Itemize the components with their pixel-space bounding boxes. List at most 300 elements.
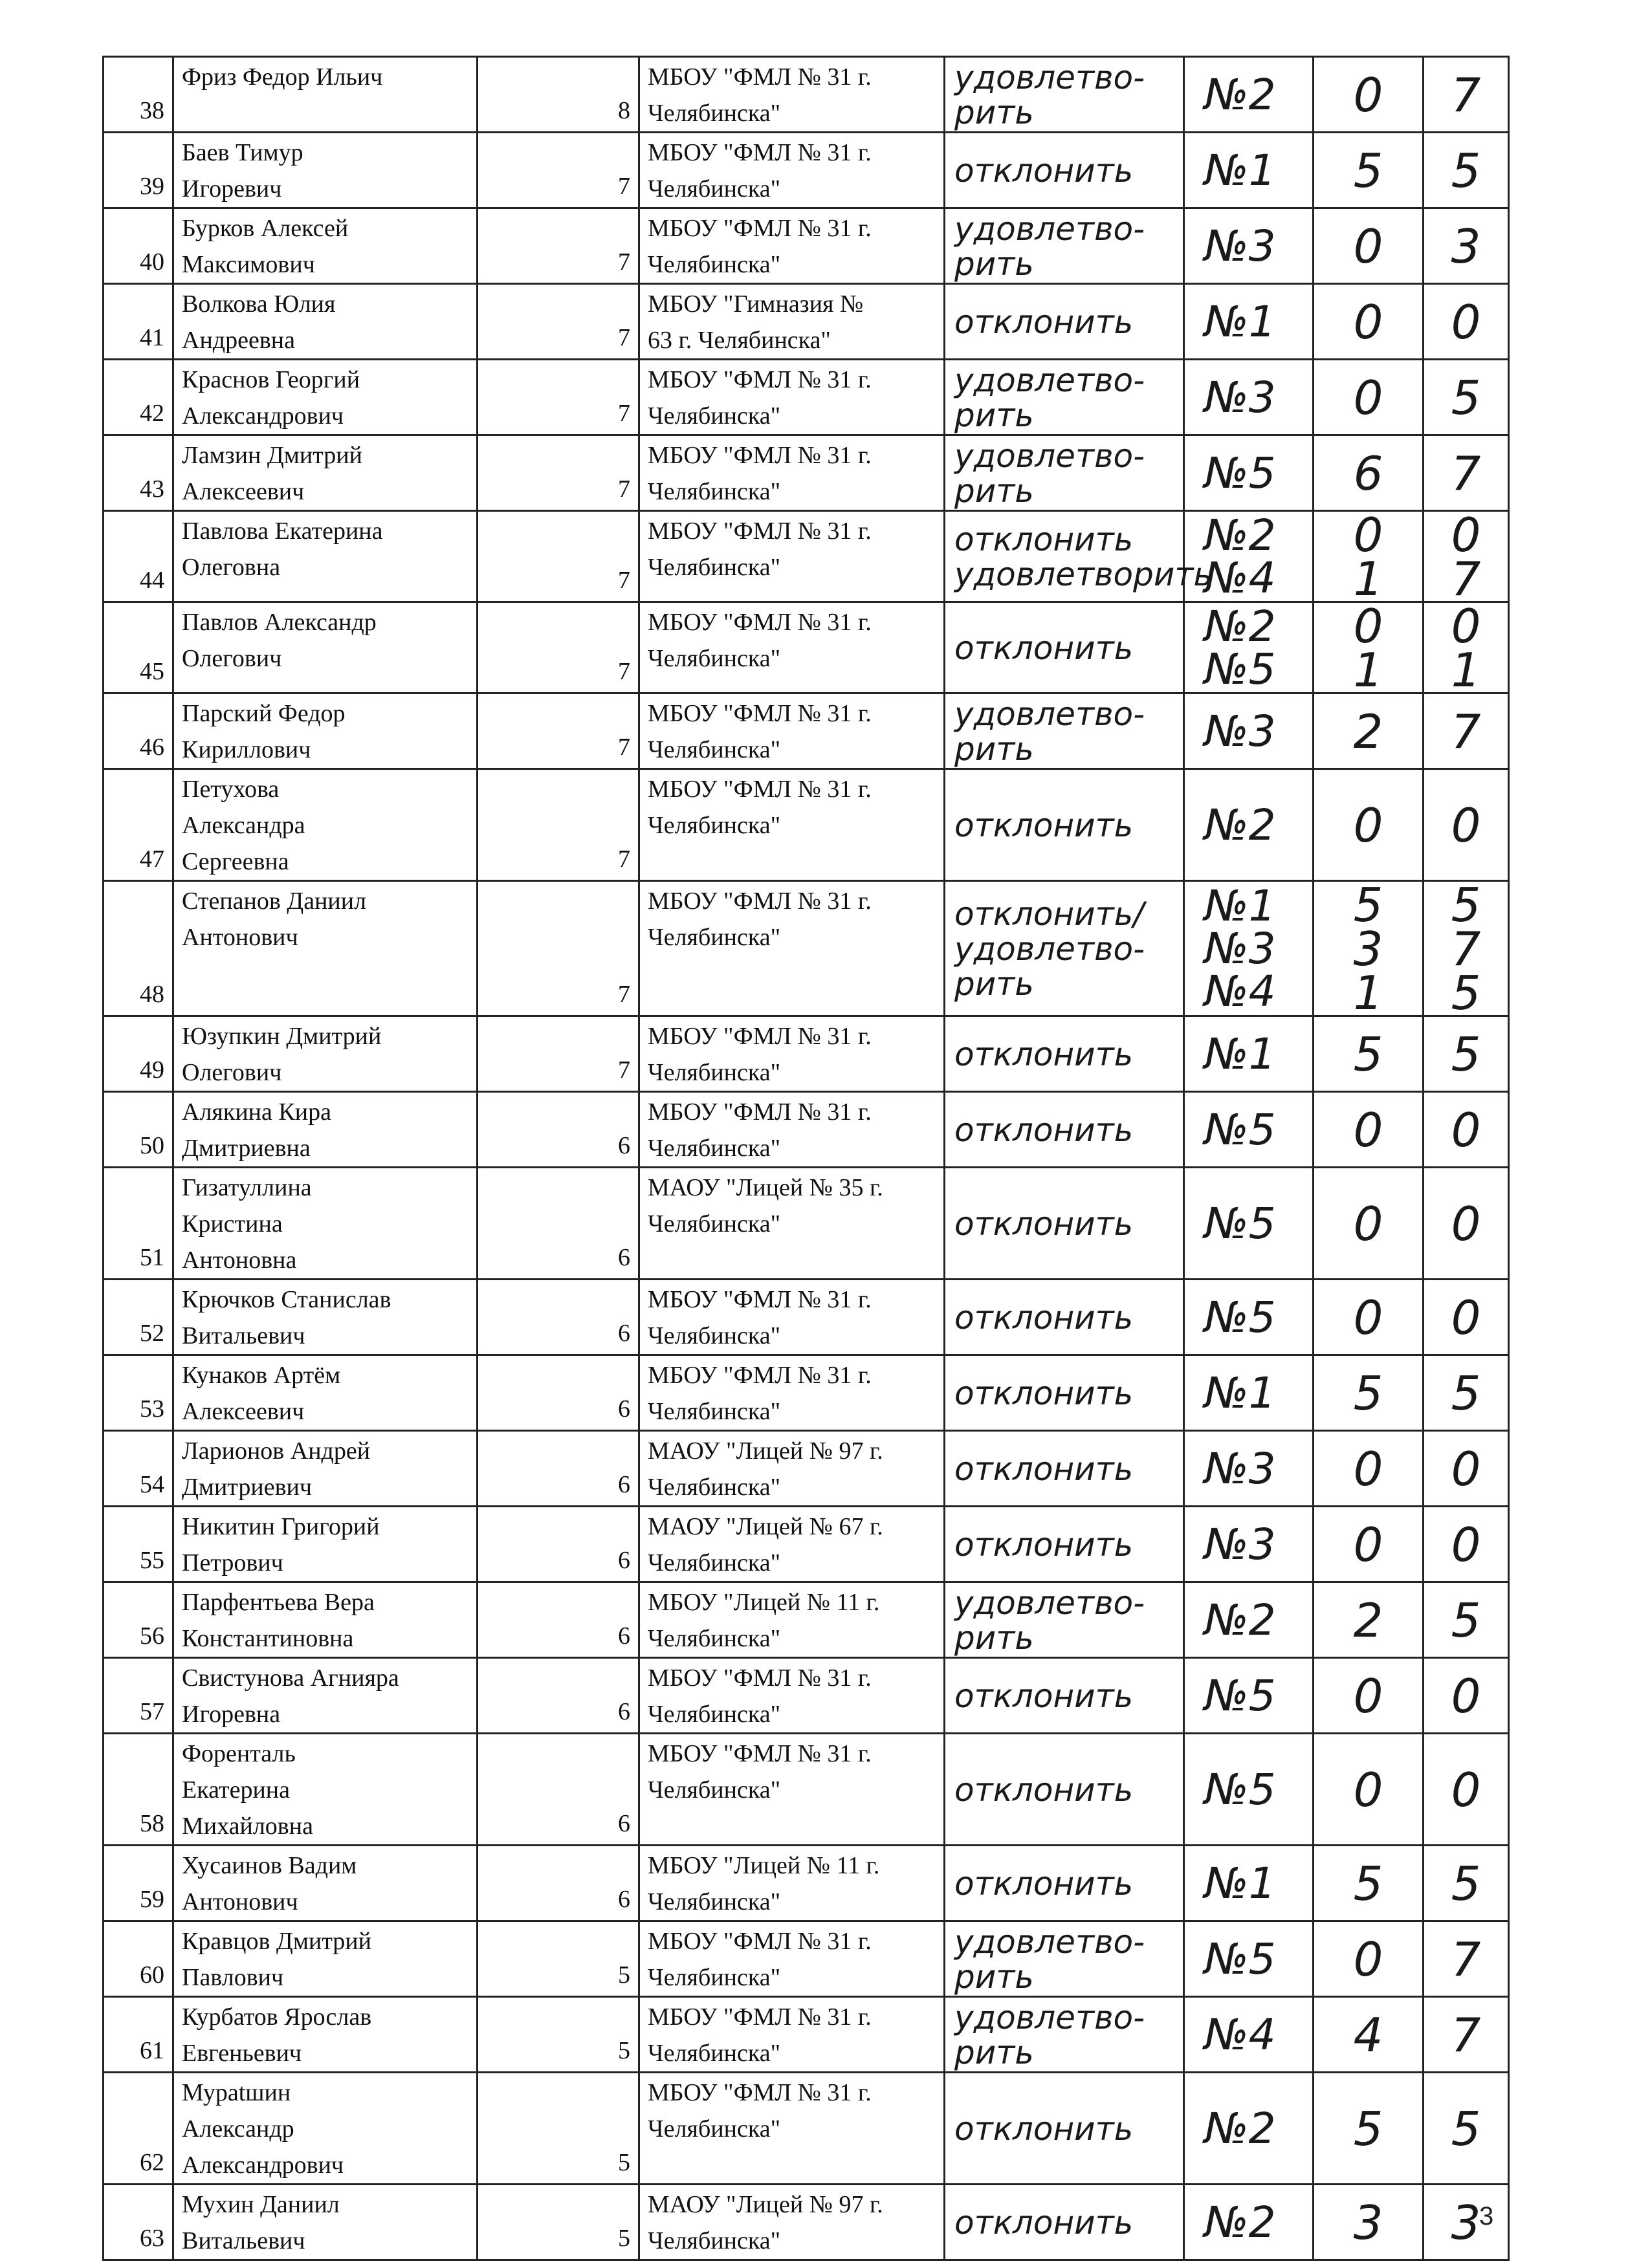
school-line: Челябинска" bbox=[648, 1210, 781, 1238]
school-line: МБОУ "ФМЛ № 31 г. bbox=[648, 700, 872, 727]
grade: 6 bbox=[478, 1431, 639, 1507]
table-row bbox=[104, 693, 1509, 769]
task-number: №3 bbox=[1184, 360, 1314, 435]
participant-name-line: Кравцов Дмитрий bbox=[182, 1928, 371, 1955]
school bbox=[639, 2073, 945, 2185]
school-line: МБОУ "ФМЛ № 31 г. bbox=[648, 139, 872, 166]
grade: 7 bbox=[478, 693, 639, 769]
school bbox=[639, 1507, 945, 1582]
grade: 7 bbox=[478, 1016, 639, 1092]
school-line: МАОУ "Лицей № 67 г. bbox=[648, 1513, 883, 1540]
appeal-decision: удовлетво- рить bbox=[945, 1921, 1184, 1997]
score-after: 0 bbox=[1424, 1431, 1509, 1507]
table-row bbox=[104, 208, 1509, 284]
table-row bbox=[104, 2185, 1509, 2260]
score-after: 5 bbox=[1424, 1582, 1509, 1658]
school bbox=[639, 1582, 945, 1658]
participant-name bbox=[173, 1582, 478, 1658]
table-row bbox=[104, 881, 1509, 1016]
participant-name-line: Баев Тимур bbox=[182, 139, 303, 166]
participant-name-line: Краснов Георгий bbox=[182, 366, 360, 393]
grade: 7 bbox=[478, 435, 639, 511]
school-line: Челябинска" bbox=[648, 554, 781, 581]
score-after: 5 bbox=[1424, 133, 1509, 208]
score-before: 5 bbox=[1314, 2073, 1424, 2185]
school-line: Челябинска" bbox=[648, 1398, 781, 1425]
row-number: 61 bbox=[104, 1997, 173, 2073]
score-before: 2 bbox=[1314, 1582, 1424, 1658]
school bbox=[639, 1658, 945, 1734]
participant-name-line: Витальевич bbox=[182, 2227, 305, 2254]
school-line: МБОУ "ФМЛ № 31 г. bbox=[648, 442, 872, 469]
task-number: №4 bbox=[1184, 1997, 1314, 2073]
appeal-decision: отклонить/ удовлетво- рить bbox=[945, 881, 1184, 1016]
school-line: МБОУ "ФМЛ № 31 г. bbox=[648, 2003, 872, 2031]
table-row bbox=[104, 1582, 1509, 1658]
score-after: 0 bbox=[1424, 1507, 1509, 1582]
participant-name-line: Крючков Станислав bbox=[182, 1286, 391, 1313]
row-number: 56 bbox=[104, 1582, 173, 1658]
school bbox=[639, 1997, 945, 2073]
task-number: №2 bbox=[1184, 2185, 1314, 2260]
appeal-decision: отклонить bbox=[945, 1431, 1184, 1507]
row-number: 62 bbox=[104, 2073, 173, 2185]
task-number: №1 bbox=[1184, 1016, 1314, 1092]
school-line: Челябинска" bbox=[648, 2115, 781, 2143]
participant-name-line: Олегович bbox=[182, 645, 282, 672]
table-row bbox=[104, 1168, 1509, 1280]
participant-name-line: Кунаков Артём bbox=[182, 1362, 341, 1389]
school-line: МБОУ "ФМЛ № 31 г. bbox=[648, 1928, 872, 1955]
row-number: 55 bbox=[104, 1507, 173, 1582]
school bbox=[639, 1921, 945, 1997]
score-before: 0 bbox=[1314, 208, 1424, 284]
task-number: №1 bbox=[1184, 1846, 1314, 1921]
participant-name-line: Андреевна bbox=[182, 327, 295, 354]
grade: 6 bbox=[478, 1734, 639, 1846]
participant-name bbox=[173, 693, 478, 769]
school-line: Челябинска" bbox=[648, 402, 781, 430]
participant-name-line: Хусаинов Вадим bbox=[182, 1852, 357, 1879]
score-before: 0 1 bbox=[1314, 602, 1424, 693]
task-number: №5 bbox=[1184, 1092, 1314, 1168]
school bbox=[639, 602, 945, 693]
score-after: 3 bbox=[1424, 2185, 1509, 2260]
score-before: 5 bbox=[1314, 1355, 1424, 1431]
grade: 7 bbox=[478, 208, 639, 284]
participant-name-line: Витальевич bbox=[182, 1322, 305, 1349]
appeal-decision: удовлетво- рить bbox=[945, 693, 1184, 769]
school-line: Челябинска" bbox=[648, 736, 781, 763]
participant-name bbox=[173, 2185, 478, 2260]
score-after: 5 bbox=[1424, 1355, 1509, 1431]
task-number: №2 №5 bbox=[1184, 602, 1314, 693]
participant-name bbox=[173, 1997, 478, 2073]
school-line: Челябинска" bbox=[648, 924, 781, 951]
grade: 6 bbox=[478, 1658, 639, 1734]
participant-name-line: Алексеевич bbox=[182, 1398, 305, 1425]
table-row bbox=[104, 57, 1509, 133]
participant-name bbox=[173, 1092, 478, 1168]
participant-name-line: Петрович bbox=[182, 1549, 283, 1576]
grade: 6 bbox=[478, 1507, 639, 1582]
participant-name-line: Парский Федор bbox=[182, 700, 346, 727]
participant-name bbox=[173, 435, 478, 511]
participant-name-line: Форенталь bbox=[182, 1740, 296, 1767]
appeal-decision: отклонить bbox=[945, 1734, 1184, 1846]
participant-name-line: Свистунова Агнияра bbox=[182, 1664, 399, 1692]
school-line: МБОУ "Гимназия № bbox=[648, 290, 864, 318]
score-after: 5 7 5 bbox=[1424, 881, 1509, 1016]
score-before: 0 bbox=[1314, 1734, 1424, 1846]
school bbox=[639, 769, 945, 881]
score-before: 5 bbox=[1314, 1016, 1424, 1092]
participant-name-line: Михайловна bbox=[182, 1813, 313, 1840]
grade: 6 bbox=[478, 1846, 639, 1921]
school bbox=[639, 1016, 945, 1092]
participant-name-line: Александра bbox=[182, 812, 305, 839]
grade: 5 bbox=[478, 2185, 639, 2260]
participant-name bbox=[173, 1507, 478, 1582]
participant-name-line: Антонович bbox=[182, 924, 298, 951]
score-before: 0 bbox=[1314, 1921, 1424, 1997]
score-after: 5 bbox=[1424, 360, 1509, 435]
score-before: 0 bbox=[1314, 360, 1424, 435]
appeal-decision: удовлетво- рить bbox=[945, 435, 1184, 511]
participant-name-line: Антонович bbox=[182, 1888, 298, 1915]
school-line: МБОУ "ФМЛ № 31 г. bbox=[648, 888, 872, 915]
participant-name bbox=[173, 360, 478, 435]
task-number: №2 №4 bbox=[1184, 511, 1314, 602]
school bbox=[639, 133, 945, 208]
score-after: 7 bbox=[1424, 435, 1509, 511]
participant-name-line: Кириллович bbox=[182, 736, 311, 763]
participant-name-line: Юзупкин Дмитрий bbox=[182, 1023, 382, 1050]
participant-name bbox=[173, 1846, 478, 1921]
score-before: 0 bbox=[1314, 1658, 1424, 1734]
appeal-decision: отклонить bbox=[945, 1280, 1184, 1355]
task-number: №2 bbox=[1184, 769, 1314, 881]
participant-name-line: Игоревич bbox=[182, 175, 282, 202]
score-after: 3 bbox=[1424, 208, 1509, 284]
school bbox=[639, 1846, 945, 1921]
grade: 7 bbox=[478, 602, 639, 693]
appeal-decision: отклонить bbox=[945, 1658, 1184, 1734]
appeals-table bbox=[102, 56, 1510, 2261]
participant-name-line: Павлович bbox=[182, 1964, 284, 1991]
score-after: 7 bbox=[1424, 693, 1509, 769]
score-before: 0 1 bbox=[1314, 511, 1424, 602]
participant-name bbox=[173, 284, 478, 360]
school-line: МАОУ "Лицей № 35 г. bbox=[648, 1174, 883, 1201]
school bbox=[639, 1431, 945, 1507]
participant-name-line: Константиновна bbox=[182, 1625, 354, 1652]
participant-name-line: Александрович bbox=[182, 2152, 344, 2179]
participant-name-line: Александр bbox=[182, 2115, 294, 2143]
grade: 6 bbox=[478, 1355, 639, 1431]
participant-name-line: Мухин Даниил bbox=[182, 2191, 340, 2218]
appeal-decision: удовлетво- рить bbox=[945, 1582, 1184, 1658]
school bbox=[639, 1092, 945, 1168]
score-before: 5 bbox=[1314, 133, 1424, 208]
participant-name-line: Дмитриевич bbox=[182, 1474, 312, 1501]
school-line: МБОУ "Лицей № 11 г. bbox=[648, 1589, 880, 1616]
table-row bbox=[104, 1431, 1509, 1507]
table-row bbox=[104, 1016, 1509, 1092]
grade: 5 bbox=[478, 2073, 639, 2185]
table-row bbox=[104, 1846, 1509, 1921]
grade: 8 bbox=[478, 57, 639, 133]
row-number: 38 bbox=[104, 57, 173, 133]
appeal-decision: отклонить bbox=[945, 284, 1184, 360]
school-line: Челябинска" bbox=[648, 1474, 781, 1501]
score-before: 3 bbox=[1314, 2185, 1424, 2260]
score-after: 0 bbox=[1424, 1280, 1509, 1355]
task-number: №3 bbox=[1184, 693, 1314, 769]
grade: 5 bbox=[478, 1921, 639, 1997]
grade: 7 bbox=[478, 284, 639, 360]
appeal-decision: отклонить bbox=[945, 2073, 1184, 2185]
appeal-decision: удовлетво- рить bbox=[945, 1997, 1184, 2073]
row-number: 45 bbox=[104, 602, 173, 693]
row-number: 53 bbox=[104, 1355, 173, 1431]
score-before: 0 bbox=[1314, 1280, 1424, 1355]
grade: 7 bbox=[478, 769, 639, 881]
participant-name bbox=[173, 1734, 478, 1846]
appeal-decision: отклонить bbox=[945, 602, 1184, 693]
row-number: 47 bbox=[104, 769, 173, 881]
score-before: 0 bbox=[1314, 284, 1424, 360]
appeal-decision: отклонить bbox=[945, 1846, 1184, 1921]
participant-name bbox=[173, 1355, 478, 1431]
school bbox=[639, 511, 945, 602]
participant-name-line: Бурков Алексей bbox=[182, 215, 349, 242]
school bbox=[639, 1168, 945, 1280]
participant-name-line: Волкова Юлия bbox=[182, 290, 336, 318]
school-line: Челябинска" bbox=[648, 1964, 781, 1991]
row-number: 52 bbox=[104, 1280, 173, 1355]
score-after: 7 bbox=[1424, 57, 1509, 133]
participant-name bbox=[173, 1431, 478, 1507]
participant-name bbox=[173, 1168, 478, 1280]
task-number: №3 bbox=[1184, 1507, 1314, 1582]
task-number: №2 bbox=[1184, 1582, 1314, 1658]
school bbox=[639, 208, 945, 284]
row-number: 41 bbox=[104, 284, 173, 360]
participant-name-line: Мураtшин bbox=[182, 2079, 291, 2106]
table-row bbox=[104, 1355, 1509, 1431]
school-line: Челябинска" bbox=[648, 1135, 781, 1162]
table-row bbox=[104, 1921, 1509, 1997]
school-line: Челябинска" bbox=[648, 2040, 781, 2067]
school bbox=[639, 1280, 945, 1355]
grade: 7 bbox=[478, 133, 639, 208]
task-number: №5 bbox=[1184, 435, 1314, 511]
task-number: №2 bbox=[1184, 57, 1314, 133]
school-line: Челябинска" bbox=[648, 645, 781, 672]
school-line: МБОУ "ФМЛ № 31 г. bbox=[648, 1286, 872, 1313]
school-line: МБОУ "ФМЛ № 31 г. bbox=[648, 1362, 872, 1389]
row-number: 60 bbox=[104, 1921, 173, 1997]
row-number: 57 bbox=[104, 1658, 173, 1734]
row-number: 39 bbox=[104, 133, 173, 208]
school-line: МБОУ "ФМЛ № 31 г. bbox=[648, 1098, 872, 1126]
participant-name-line: Екатерина bbox=[182, 1776, 290, 1804]
participant-name-line: Алякина Кира bbox=[182, 1098, 331, 1126]
participant-name bbox=[173, 208, 478, 284]
participant-name-line: Гизатуллина bbox=[182, 1174, 312, 1201]
participant-name bbox=[173, 881, 478, 1016]
table-row bbox=[104, 284, 1509, 360]
row-number: 63 bbox=[104, 2185, 173, 2260]
score-after: 0 bbox=[1424, 1658, 1509, 1734]
appeal-decision: отклонить bbox=[945, 1168, 1184, 1280]
school-line: Челябинска" bbox=[648, 1701, 781, 1728]
participant-name-line: Никитин Григорий bbox=[182, 1513, 380, 1540]
appeal-decision: отклонить bbox=[945, 1092, 1184, 1168]
row-number: 42 bbox=[104, 360, 173, 435]
task-number: №1 bbox=[1184, 133, 1314, 208]
participant-name-line: Парфентьева Вера bbox=[182, 1589, 375, 1616]
appeal-decision: отклонить bbox=[945, 1355, 1184, 1431]
grade: 6 bbox=[478, 1092, 639, 1168]
task-number: №1 bbox=[1184, 1355, 1314, 1431]
school-line: МБОУ "ФМЛ № 31 г. bbox=[648, 609, 872, 636]
school bbox=[639, 435, 945, 511]
school-line: МБОУ "ФМЛ № 31 г. bbox=[648, 1740, 872, 1767]
row-number: 44 bbox=[104, 511, 173, 602]
appeal-decision: отклонить bbox=[945, 1016, 1184, 1092]
row-number: 46 bbox=[104, 693, 173, 769]
grade: 6 bbox=[478, 1168, 639, 1280]
task-number: №2 bbox=[1184, 2073, 1314, 2185]
school-line: МБОУ "ФМЛ № 31 г. bbox=[648, 776, 872, 803]
score-after: 0 bbox=[1424, 769, 1509, 881]
score-after: 0 bbox=[1424, 1092, 1509, 1168]
score-after: 0 1 bbox=[1424, 602, 1509, 693]
appeal-decision: отклонить удовлетворить bbox=[945, 511, 1184, 602]
participant-name bbox=[173, 2073, 478, 2185]
school-line: МБОУ "Лицей № 11 г. bbox=[648, 1852, 880, 1879]
participant-name-line: Степанов Даниил bbox=[182, 888, 367, 915]
score-after: 5 bbox=[1424, 1846, 1509, 1921]
task-number: №3 bbox=[1184, 208, 1314, 284]
participant-name-line: Ларионов Андрей bbox=[182, 1437, 371, 1465]
school-line: МБОУ "ФМЛ № 31 г. bbox=[648, 2079, 872, 2106]
school bbox=[639, 881, 945, 1016]
task-number: №5 bbox=[1184, 1921, 1314, 1997]
school-line: 63 г. Челябинска" bbox=[648, 327, 831, 354]
school-line: МБОУ "ФМЛ № 31 г. bbox=[648, 366, 872, 393]
score-before: 0 bbox=[1314, 1507, 1424, 1582]
row-number: 43 bbox=[104, 435, 173, 511]
score-before: 4 bbox=[1314, 1997, 1424, 2073]
task-number: №5 bbox=[1184, 1280, 1314, 1355]
table-row bbox=[104, 360, 1509, 435]
task-number: №3 bbox=[1184, 1431, 1314, 1507]
school-line: Челябинска" bbox=[648, 1059, 781, 1086]
task-number: №5 bbox=[1184, 1734, 1314, 1846]
participant-name-line: Сергеевна bbox=[182, 848, 289, 875]
participant-name bbox=[173, 1921, 478, 1997]
table-row bbox=[104, 769, 1509, 881]
participant-name-line: Павлов Александр bbox=[182, 609, 377, 636]
school-line: Челябинска" bbox=[648, 1888, 781, 1915]
participant-name-line: Фриз Федор Ильич bbox=[182, 63, 383, 91]
participant-name bbox=[173, 511, 478, 602]
school-line: МБОУ "ФМЛ № 31 г. bbox=[648, 1664, 872, 1692]
school-line: Челябинска" bbox=[648, 1549, 781, 1576]
score-before: 0 bbox=[1314, 1431, 1424, 1507]
table-row bbox=[104, 1734, 1509, 1846]
participant-name bbox=[173, 1016, 478, 1092]
grade: 6 bbox=[478, 1582, 639, 1658]
school-line: МБОУ "ФМЛ № 31 г. bbox=[648, 63, 872, 91]
score-before: 2 bbox=[1314, 693, 1424, 769]
school bbox=[639, 57, 945, 133]
participant-name bbox=[173, 1658, 478, 1734]
school-line: МБОУ "ФМЛ № 31 г. bbox=[648, 518, 872, 545]
grade: 7 bbox=[478, 881, 639, 1016]
score-before: 6 bbox=[1314, 435, 1424, 511]
school bbox=[639, 1355, 945, 1431]
participant-name-line: Александрович bbox=[182, 402, 344, 430]
score-before: 0 bbox=[1314, 1168, 1424, 1280]
appeal-decision: удовлетво- рить bbox=[945, 360, 1184, 435]
school bbox=[639, 693, 945, 769]
participant-name-line: Кристина bbox=[182, 1210, 283, 1238]
score-before: 0 bbox=[1314, 1092, 1424, 1168]
school-line: Челябинска" bbox=[648, 812, 781, 839]
participant-name-line: Олеговна bbox=[182, 554, 281, 581]
participant-name-line: Алексеевич bbox=[182, 478, 305, 505]
table-row bbox=[104, 1280, 1509, 1355]
table-row bbox=[104, 435, 1509, 511]
task-number: №1 №3 №4 bbox=[1184, 881, 1314, 1016]
grade: 7 bbox=[478, 511, 639, 602]
participant-name bbox=[173, 1280, 478, 1355]
table-row bbox=[104, 1658, 1509, 1734]
participant-name-line: Дмитриевна bbox=[182, 1135, 311, 1162]
table-body bbox=[104, 57, 1509, 2260]
row-number: 54 bbox=[104, 1431, 173, 1507]
participant-name-line: Максимович bbox=[182, 251, 315, 278]
page-number: 3 bbox=[1479, 2202, 1494, 2230]
table-row bbox=[104, 602, 1509, 693]
participant-name bbox=[173, 602, 478, 693]
score-before: 0 bbox=[1314, 769, 1424, 881]
row-number: 58 bbox=[104, 1734, 173, 1846]
score-after: 0 bbox=[1424, 1168, 1509, 1280]
school-line: Челябинска" bbox=[648, 1625, 781, 1652]
task-number: №1 bbox=[1184, 284, 1314, 360]
score-before: 5 3 1 bbox=[1314, 881, 1424, 1016]
school bbox=[639, 284, 945, 360]
appeal-decision: отклонить bbox=[945, 2185, 1184, 2260]
task-number: №5 bbox=[1184, 1658, 1314, 1734]
participant-name-line: Ламзин Дмитрий bbox=[182, 442, 362, 469]
school-line: Челябинска" bbox=[648, 2227, 781, 2254]
score-after: 5 bbox=[1424, 2073, 1509, 2185]
row-number: 48 bbox=[104, 881, 173, 1016]
school bbox=[639, 1734, 945, 1846]
school-line: МАОУ "Лицей № 97 г. bbox=[648, 2191, 883, 2218]
participant-name-line: Олегович bbox=[182, 1059, 282, 1086]
participant-name-line: Павлова Екатерина bbox=[182, 518, 383, 545]
task-number: №5 bbox=[1184, 1168, 1314, 1280]
score-before: 5 bbox=[1314, 1846, 1424, 1921]
appeal-decision: удовлетво- рить bbox=[945, 208, 1184, 284]
